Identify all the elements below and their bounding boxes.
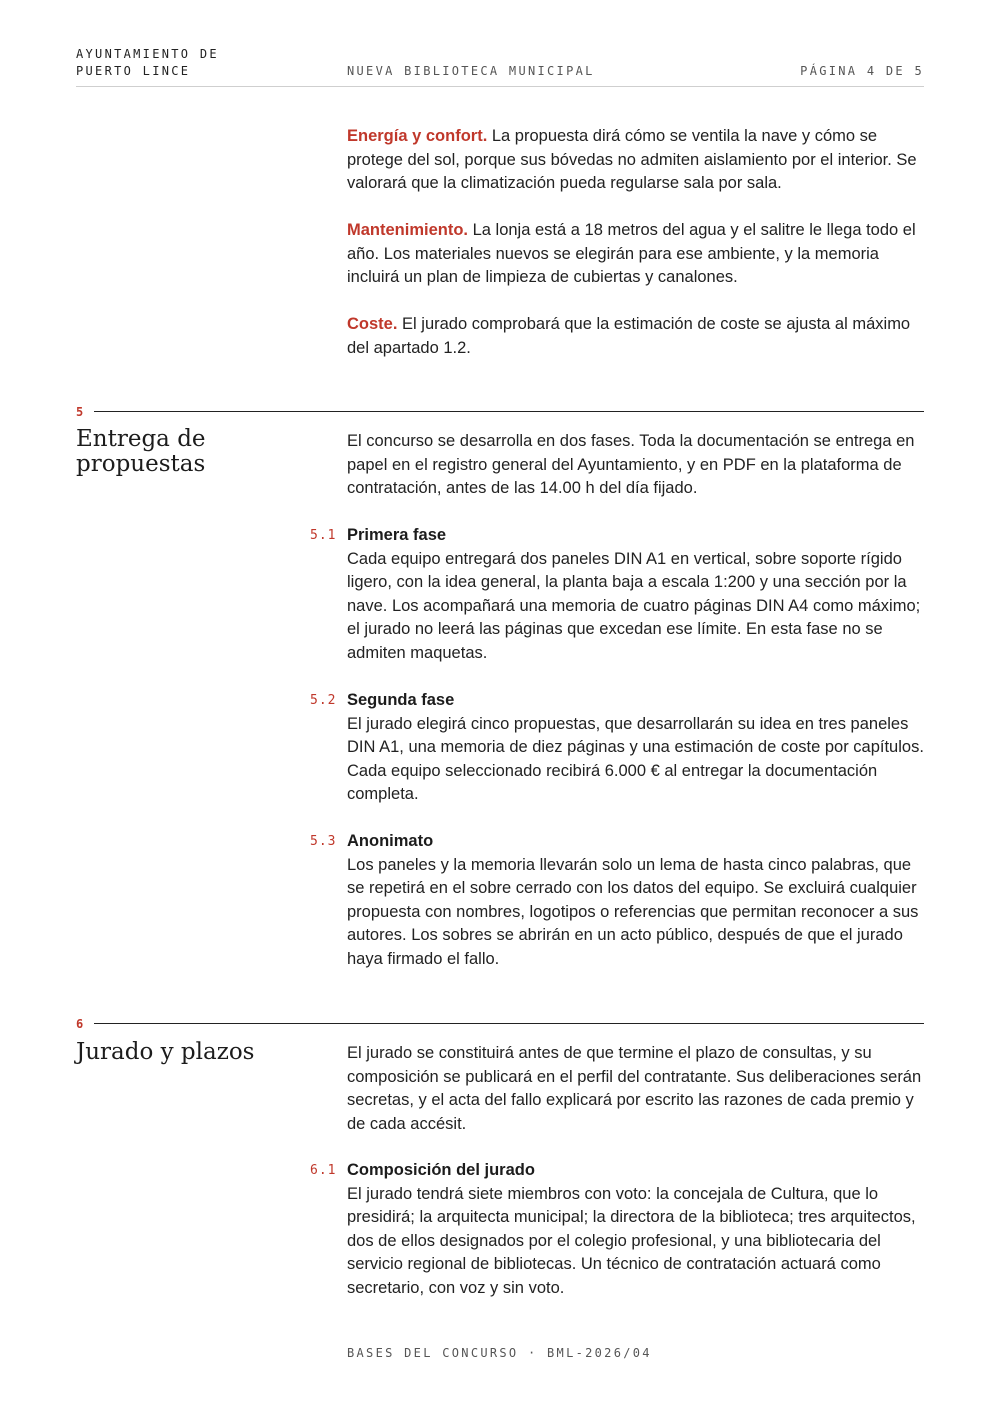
section-number: 6 bbox=[76, 1017, 84, 1031]
divider-line bbox=[94, 411, 924, 412]
subsection-number: 5.2 bbox=[310, 693, 337, 708]
subsection-number: 5.3 bbox=[310, 834, 337, 849]
subsection-title: Segunda fase bbox=[347, 691, 455, 709]
subsection-text: El jurado tendrá siete miembros con voto: la concejala de Cultura, que lo presidirá; la arquitecta municipal; la directora de la biblioteca; tres arquitectos, dos de ellos designados por el colegio profesional, y una bibliotecaria del servicio regional de bibliotecas. Un técnico de contratación actuará como secretario, con voz y sin voto. bbox=[347, 1184, 916, 1297]
divider-line bbox=[94, 1023, 924, 1024]
organization-line-1: AYUNTAMIENTO DE bbox=[76, 47, 219, 61]
page-number: PÁGINA 4 DE 5 bbox=[800, 64, 924, 78]
organization-line-2: PUERTO LINCE bbox=[76, 64, 191, 78]
page-header bbox=[76, 46, 924, 87]
subsection-title: Primera fase bbox=[347, 526, 447, 544]
organization-name bbox=[76, 46, 219, 80]
criterion-text: El jurado comprobará que la estimación de coste se ajusta al máximo del apartado 1.2. bbox=[347, 315, 911, 357]
criterion-label: Mantenimiento. bbox=[347, 221, 469, 239]
section-6-divider bbox=[76, 1017, 924, 1031]
criterion-text: La lonja está a 18 metros del agua y el salitre le llega todo el año. Los materiales nuevos se elegirán para ese ambiente, y la memoria incluirá un plan de limpieza de cubiertas y canalones. bbox=[347, 221, 916, 286]
subsection-text: Cada equipo entregará dos paneles DIN A1 en vertical, sobre soporte rígido ligero, con la idea general, la planta baja a escala 1:200 y una sección por la nave. Los acompañará una memoria de cuatro páginas DIN A4 como máximo; el jurado no leerá las páginas que excedan ese límite. En esta fase no se admiten maquetas. bbox=[347, 549, 921, 662]
criterion-paragraph bbox=[347, 219, 927, 290]
section-number: 5 bbox=[76, 405, 84, 419]
subsection-text: El jurado elegirá cinco propuestas, que desarrollarán su idea en tres paneles DIN A1, una memoria de diez páginas y una estimación de coste por capítulos. Cada equipo seleccionado recibirá 6.000 € al entregar la documentación completa. bbox=[347, 714, 924, 803]
section-5-divider bbox=[76, 405, 924, 419]
criterion-paragraph bbox=[347, 125, 927, 196]
subsection-number: 5.1 bbox=[310, 528, 337, 543]
criterion-label: Energía y confort. bbox=[347, 127, 488, 145]
section-6-intro: El jurado se constituirá antes de que termine el plazo de consultas, y su composición se publicará en el perfil del contratante. Sus deliberaciones serán secretas, y el acta del fallo explicará por escrito las razones de cada premio y de cada accésit. bbox=[347, 1044, 922, 1133]
section-5-title: Entrega de propuestas bbox=[76, 426, 206, 477]
criterion-label: Coste. bbox=[347, 315, 398, 333]
subsection-title: Anonimato bbox=[347, 832, 434, 850]
criteria-list bbox=[347, 125, 927, 357]
section-6-title: Jurado y plazos bbox=[76, 1039, 255, 1065]
criterion-paragraph bbox=[347, 313, 927, 360]
subsection-number: 6.1 bbox=[310, 1163, 337, 1178]
subsection-title: Composición del jurado bbox=[347, 1161, 535, 1179]
subsection-text: Los paneles y la memoria llevarán solo un lema de hasta cinco palabras, que se repetirá en el sobre cerrado con los datos del equipo. Se excluirá cualquier propuesta con nombres, logotipos o referencias que permitan reconocer a sus autores. Los sobres se abrirán en un acto público, después de que el jurado haya firmado el fallo. bbox=[347, 855, 919, 968]
criterion-text: La propuesta dirá cómo se ventila la nave y cómo se protege del sol, porque sus bóvedas no admiten aislamiento por el interior. Se valorará que la climatización pueda regularse sala por sala. bbox=[347, 127, 917, 192]
document-title: NUEVA BIBLIOTECA MUNICIPAL bbox=[347, 64, 595, 78]
page-footer: BASES DEL CONCURSO · BML-2026/04 bbox=[347, 1346, 652, 1360]
section-5-intro: El concurso se desarrolla en dos fases. Toda la documentación se entrega en papel en el registro general del Ayuntamiento, y en PDF en la plataforma de contratación, antes de las 14.00 h del día fijado. bbox=[347, 432, 915, 497]
